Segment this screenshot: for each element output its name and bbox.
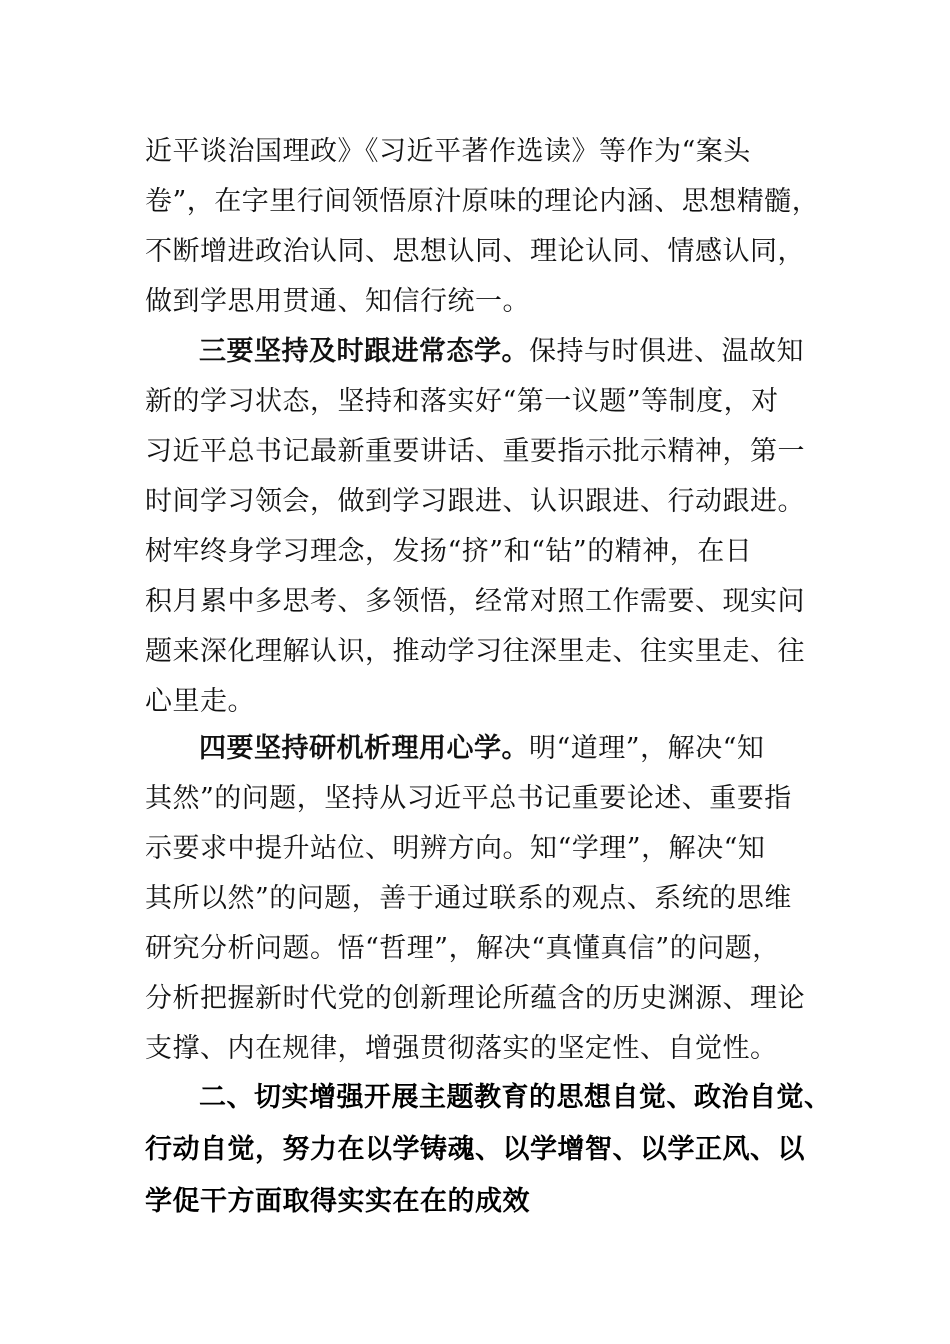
text-line: 支撑、内在规律，增强贯彻落实的坚定性、自觉性。	[145, 1033, 778, 1064]
text-line: 卷”，在字里行间领悟原汁原味的理论内涵、思想精髓，	[145, 186, 820, 217]
text-line: 做到学思用贯通、知信行统一。	[145, 286, 530, 317]
heading-line: 行动自觉，努力在以学铸魂、以学增智、以学正风、以	[145, 1134, 805, 1165]
paragraph-lead: 三要坚持及时跟进常态学。	[199, 336, 529, 367]
text-line: 分析把握新时代党的创新理论所蕴含的历史渊源、理论	[145, 983, 805, 1014]
text-line: 示要求中提升站位、明辨方向。知“学理”，解决“知	[145, 833, 766, 864]
text-line: 研究分析问题。悟“哲理”，解决“真懂真信”的问题，	[145, 933, 780, 964]
text-line: 近平谈治国理政》《习近平著作选读》等作为“案头	[145, 136, 751, 167]
paragraph-lead: 四要坚持研机析理用心学。	[199, 733, 529, 764]
text-line: 积月累中多思考、多领悟，经常对照工作需要、现实问	[145, 586, 805, 617]
paragraph-lead-rest: 明“道理”，解决“知	[529, 733, 765, 764]
paragraph-lead-rest: 保持与时俱进、温故知	[529, 336, 804, 367]
paragraph-third-point	[145, 327, 815, 727]
section-heading	[145, 1072, 832, 1228]
text-line: 树牢终身学习理念，发扬“挤”和“钻”的精神，在日	[145, 536, 753, 567]
paragraph-fourth-point	[145, 724, 815, 1074]
text-line: 题来深化理解认识，推动学习往深里走、往实里走、往	[145, 636, 805, 667]
text-line: 习近平总书记最新重要讲话、重要指示批示精神，第一	[145, 436, 805, 467]
heading-line: 学促干方面取得实实在在的成效	[145, 1186, 530, 1217]
text-line-first	[145, 724, 815, 774]
text-line: 时间学习领会，做到学习跟进、认识跟进、行动跟进。	[145, 486, 805, 517]
heading-line: 二、切实增强开展主题教育的思想自觉、政治自觉、	[199, 1082, 832, 1113]
text-line: 心里走。	[145, 686, 255, 717]
text-line: 其然”的问题，坚持从习近平总书记重要论述、重要指	[145, 783, 792, 814]
paragraph-continuation	[145, 127, 820, 327]
text-line: 新的学习状态，坚持和落实好“第一议题”等制度，对	[145, 386, 779, 417]
text-line: 其所以然”的问题，善于通过联系的观点、系统的思维	[145, 883, 792, 914]
text-line: 不断增进政治认同、思想认同、理论认同、情感认同，	[145, 236, 805, 267]
text-line-first	[145, 327, 815, 377]
